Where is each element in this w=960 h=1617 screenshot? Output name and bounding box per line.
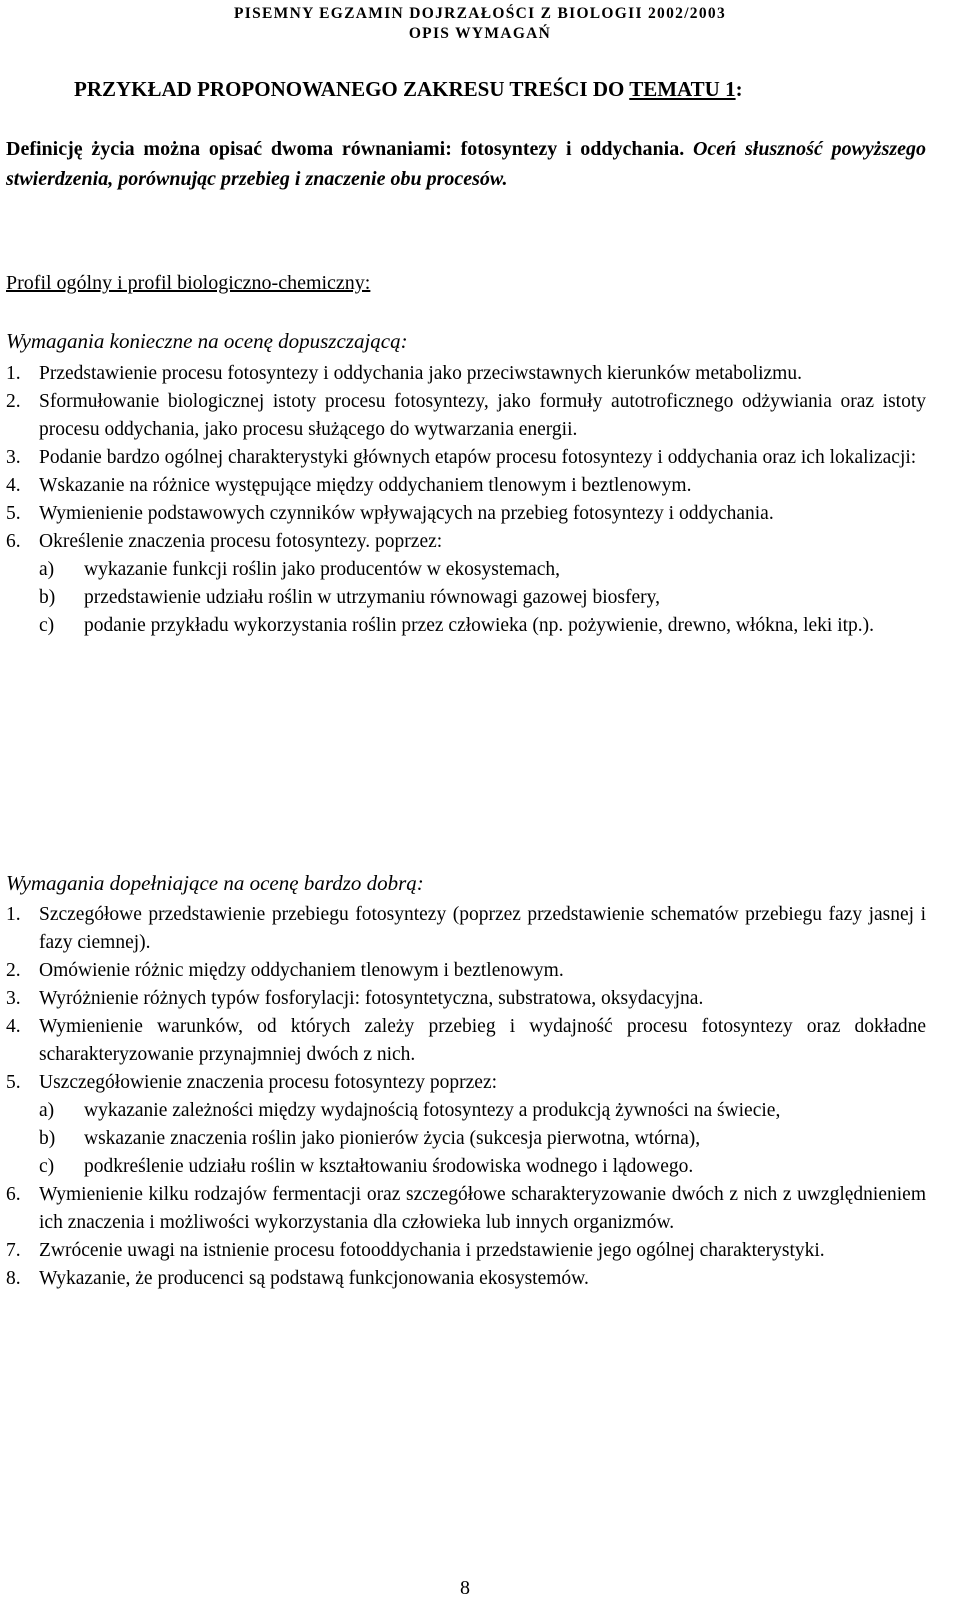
item-text: Omówienie różnic między oddychaniem tlenowym i beztlenowym.: [39, 960, 564, 981]
item-text: Podanie bardzo ogólnej charakterystyki głównych etapów procesu fotosyntezy i oddychania oraz ich lokalizacji:: [39, 447, 917, 468]
list-item: [6, 957, 926, 985]
list-item: [6, 901, 926, 957]
list-item: [6, 1237, 926, 1265]
item-number: 5.: [6, 503, 21, 524]
sub-item-text: wskazanie znaczenia roślin jako pionierów życia (sukcesja pierwotna, wtórna),: [84, 1128, 701, 1149]
main-title-topic: TEMATU 1: [629, 77, 736, 101]
main-title-prefix: PRZYKŁAD PROPONOWANEGO ZAKRESU TREŚCI DO: [74, 77, 630, 101]
item-text: Szczegółowe przedstawienie przebiegu fotosyntezy (poprzez przedstawienie schematów przebiegu fazy jasnej i fazy ciemnej).: [39, 904, 926, 953]
main-title-suffix: :: [735, 77, 743, 101]
list-item: [6, 985, 926, 1013]
header-subtitle: OPIS WYMAGAŃ: [408, 25, 552, 42]
item-text: Zwrócenie uwagi na istnienie procesu fotooddychania i przedstawienie jego ogólnej charakterystyki.: [39, 1240, 825, 1261]
sub-item: [39, 584, 926, 612]
item-text: Sformułowanie biologicznej istoty procesu fotosyntezy, jako formuły autotroficznego odżywiania oraz istoty procesu oddychania, jako procesu służącego do wytwarzania energii.: [39, 391, 926, 440]
list-item: [6, 528, 926, 640]
item-text: Przedstawienie procesu fotosyntezy i oddychania jako przeciwstawnych kierunków metabolizmu.: [39, 363, 802, 384]
item-number: 3.: [6, 447, 21, 468]
section-basic-list: [6, 360, 926, 640]
sub-item-letter: c): [39, 615, 55, 636]
section-advanced-list: [6, 901, 926, 1293]
sub-item-text: wykazanie zależności między wydajnością fotosyntezy a produkcją żywności na świecie,: [84, 1100, 781, 1121]
sub-item: [39, 556, 926, 584]
sub-item: [39, 1125, 926, 1153]
item-number: 4.: [6, 475, 21, 496]
item-text: Wykazanie, że producenci są podstawą funkcjonowania ekosystemów.: [39, 1268, 589, 1289]
item-number: 5.: [6, 1072, 21, 1093]
item-number: 7.: [6, 1240, 21, 1261]
list-item: [6, 388, 926, 444]
item-text: Uszczegółowienie znaczenia procesu fotosyntezy poprzez:: [39, 1072, 498, 1093]
item-text: Wskazanie na różnice występujące między oddychaniem tlenowym i beztlenowym.: [39, 475, 692, 496]
sub-item-text: podanie przykładu wykorzystania roślin przez człowieka (np. pożywienie, drewno, włókna, leki itp.).: [84, 615, 875, 636]
item-number: 6.: [6, 531, 21, 552]
list-item: [6, 500, 926, 528]
item-text: Wymienienie podstawowych czynników wpływających na przebieg fotosyntezy i oddychania.: [39, 503, 774, 524]
list-item: [6, 472, 926, 500]
sub-item: [39, 612, 926, 640]
list-item: [6, 360, 926, 388]
item-text: Wymienienie kilku rodzajów fermentacji oraz szczegółowe scharakteryzowanie dwóch z nich z uwzględnieniem ich znaczenia i możliwości wykorzystania dla człowieka lub innych organizmów.: [39, 1184, 926, 1233]
sub-item-letter: c): [39, 1156, 55, 1177]
main-title: [74, 76, 743, 102]
sub-item-text: przedstawienie udziału roślin w utrzymaniu równowagi gazowej biosfery,: [84, 587, 660, 608]
task-definition: Definicję życia można opisać dwoma równaniami: fotosyntezy i oddychania.: [6, 138, 693, 160]
sub-item-letter: b): [39, 587, 56, 608]
list-item: [6, 444, 926, 472]
item-number: 2.: [6, 391, 21, 412]
item-text: Określenie znaczenia procesu fotosyntezy. poprzez:: [39, 531, 443, 552]
item-number: 6.: [6, 1184, 21, 1205]
item-number: 8.: [6, 1268, 21, 1289]
item-number: 1.: [6, 904, 21, 925]
item-number: 2.: [6, 960, 21, 981]
sub-item: [39, 1097, 926, 1125]
list-item: [6, 1069, 926, 1181]
item-number: 4.: [6, 1016, 21, 1037]
item-text: Wymienienie warunków, od których zależy przebieg i wydajność procesu fotosyntezy oraz dokładne scharakteryzowanie przynajmniej dwóch z nich.: [39, 1016, 926, 1065]
item-text: Wyróżnienie różnych typów fosforylacji: fotosyntetyczna, substratowa, oksydacyjna.: [39, 988, 704, 1009]
section-advanced-title: Wymagania dopełniające na ocenę bardzo dobrą:: [6, 871, 424, 895]
sub-item-text: podkreślenie udziału roślin w kształtowaniu środowiska wodnego i lądowego.: [84, 1156, 694, 1177]
header-exam-title: PISEMNY EGZAMIN DOJRZAŁOŚCI Z BIOLOGII 2002/2003: [233, 5, 726, 22]
sub-item-letter: a): [39, 559, 55, 580]
sub-item-letter: a): [39, 1100, 55, 1121]
profile-heading: Profil ogólny i profil biologiczno-chemiczny:: [6, 272, 371, 294]
list-item: [6, 1265, 926, 1293]
sub-item-letter: b): [39, 1128, 56, 1149]
sub-item-text: wykazanie funkcji roślin jako producentów w ekosystemach,: [84, 559, 560, 580]
item-number: 3.: [6, 988, 21, 1009]
list-item: [6, 1181, 926, 1237]
document-header: [0, 4, 960, 44]
sub-item: [39, 1153, 926, 1181]
task-statement: [6, 134, 926, 194]
task-instruction: Oceń słuszność powyższego stwierdzenia, porównując przebieg i znaczenie obu procesów.: [6, 138, 927, 190]
page-number: 8: [460, 1577, 470, 1599]
list-item: [6, 1013, 926, 1069]
item-number: 1.: [6, 363, 21, 384]
section-basic-title: Wymagania konieczne na ocenę dopuszczającą:: [6, 329, 408, 353]
